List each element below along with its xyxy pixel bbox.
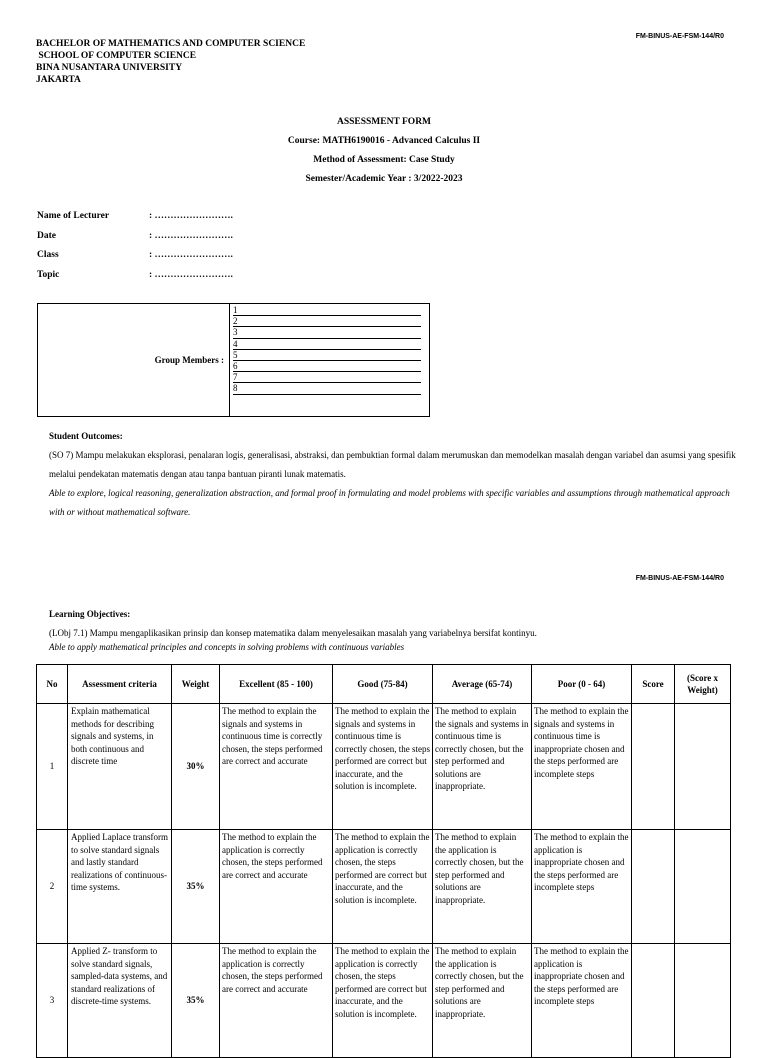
- institution-header: [36, 38, 305, 86]
- row-weighted-score[interactable]: [675, 704, 731, 830]
- row-score[interactable]: [632, 704, 675, 830]
- form-code: FM-BINUS-AE-FSM-144/R0: [635, 575, 724, 582]
- table-row: [37, 830, 731, 944]
- row-excellent: The method to explain the application is correctly chosen, the steps performed are correct and accurate: [220, 830, 333, 944]
- row-poor: The method to explain the signals and systems in continuous time is inappropriate chosen and the steps performed are incomplete steps: [532, 704, 632, 830]
- member-line: 3: [233, 327, 421, 338]
- group-members-box: [37, 303, 430, 417]
- row-good: The method to explain the signals and systems in continuous time is correctly chosen, the steps performed are correct but inaccurate, and the solution is incomplete.: [333, 704, 433, 830]
- table-row: [37, 944, 731, 1058]
- header-no: No: [37, 665, 68, 704]
- form-code: FM-BINUS-AE-FSM-144/R0: [635, 33, 724, 40]
- row-weight: 30%: [172, 704, 220, 830]
- info-row-lecturer: [37, 207, 233, 227]
- student-outcomes-heading: Student Outcomes:: [49, 431, 123, 441]
- row-average: The method to explain the signals and systems in continuous time is correctly chosen, but the step performed and solutions are inappropriate.: [433, 704, 532, 830]
- row-weight: 35%: [172, 830, 220, 944]
- row-criteria: Explain mathematical methods for describing signals and systems, in both continuous and discrete time: [68, 704, 172, 830]
- table-header-row: [37, 665, 731, 704]
- header-good: Good (75-84): [333, 665, 433, 704]
- info-value: : …………………….: [149, 269, 233, 280]
- learning-objectives-indonesian: (LObj 7.1) Mampu mengaplikasikan prinsip dan konsep matematika dalam menyelesaikan masalah yang variabelnya bersifat kontinyu.: [49, 628, 537, 638]
- semester: Semester/Academic Year : 3/2022-2023: [305, 174, 463, 184]
- row-no: 2: [37, 830, 68, 944]
- header-line: SCHOOL OF COMPUTER SCIENCE: [36, 51, 197, 61]
- row-average: The method to explain the application is correctly chosen, but the step performed and solutions are inappropriate.: [433, 944, 532, 1058]
- table-row: [37, 704, 731, 830]
- header-weight: Weight: [172, 665, 220, 704]
- header-line: BACHELOR OF MATHEMATICS AND COMPUTER SCIENCE: [36, 39, 306, 49]
- group-members-label: Group Members :: [38, 304, 230, 416]
- info-value: : …………………….: [149, 250, 233, 260]
- row-excellent: The method to explain the application is correctly chosen, the steps performed are correct and accurate: [220, 944, 333, 1058]
- info-label: Name of Lecturer: [37, 211, 110, 221]
- assessment-rubric-table: [36, 664, 731, 1058]
- info-label: Topic: [37, 269, 60, 280]
- member-line: 4: [233, 339, 421, 350]
- row-no: 3: [37, 944, 68, 1058]
- row-score[interactable]: [632, 830, 675, 944]
- info-value: : …………………….: [149, 211, 233, 221]
- learning-objectives-heading: Learning Objectives:: [49, 609, 131, 619]
- header-average: Average (65-74): [433, 665, 532, 704]
- info-label: Date: [37, 230, 56, 241]
- row-weight: 35%: [172, 944, 220, 1058]
- learning-objectives: [49, 607, 739, 654]
- member-line: 5: [233, 350, 421, 361]
- row-criteria: Applied Laplace transform to solve standard signals and lastly standard realizations of continuous-time systems.: [68, 830, 172, 944]
- info-fields: [37, 207, 233, 285]
- header-score-x-weight: (Score x Weight): [675, 665, 731, 704]
- info-row-class: [37, 246, 233, 266]
- header-score: Score: [632, 665, 675, 704]
- header-poor: Poor (0 - 64): [532, 665, 632, 704]
- student-outcomes-english: Able to explore, logical reasoning, generalization abstraction, and formal proof in formulating and model problems with specific variables and assumptions through mathematical approach with or without mathematical software.: [49, 488, 730, 517]
- row-average: The method to explain the application is correctly chosen, but the step performed and solutions are inappropriate.: [433, 830, 532, 944]
- header-line: JAKARTA: [36, 75, 81, 85]
- row-criteria: Applied Z- transform to solve standard signals, sampled-data systems, and standard realizations of discrete-time systems.: [68, 944, 172, 1058]
- row-poor: The method to explain the application is inappropriate chosen and the steps performed are incomplete steps: [532, 944, 632, 1058]
- info-row-date: [37, 227, 233, 247]
- form-title: ASSESSMENT FORM: [336, 117, 432, 127]
- info-value: : …………………….: [149, 230, 233, 241]
- row-poor: The method to explain the application is inappropriate chosen and the steps performed are incomplete steps: [532, 830, 632, 944]
- row-no: 1: [37, 704, 68, 830]
- header-line: BINA NUSANTARA UNIVERSITY: [36, 63, 183, 73]
- header-excellent: Excellent (85 - 100): [220, 665, 333, 704]
- row-weighted-score[interactable]: [675, 944, 731, 1058]
- form-titles: [0, 113, 768, 189]
- info-row-topic: [37, 266, 233, 286]
- learning-objectives-english: Able to apply mathematical principles and concepts in solving problems with continuous variables: [49, 642, 405, 652]
- member-line: 8: [233, 383, 421, 394]
- member-line: 2: [233, 316, 421, 327]
- student-outcomes: [49, 427, 739, 522]
- member-line: 7: [233, 372, 421, 383]
- info-label: Class: [37, 250, 59, 260]
- row-good: The method to explain the application is correctly chosen, the steps performed are correct but inaccurate, and the solution is incomplete.: [333, 944, 433, 1058]
- member-line: 1: [233, 305, 421, 316]
- student-outcomes-indonesian: (SO 7) Mampu melakukan eksplorasi, penalaran logis, generalisasi, abstraksi, dan pembuktian formal dalam merumuskan dan memodelkan masalah dengan variabel dan asumsi yang spesifik melalui pendekatan matematis dengan atau tanpa bantuan piranti lunak matematis.: [49, 450, 736, 479]
- row-score[interactable]: [632, 944, 675, 1058]
- assessment-method: Method of Assessment: Case Study: [313, 155, 455, 165]
- group-members-list: [230, 304, 429, 416]
- row-weighted-score[interactable]: [675, 830, 731, 944]
- member-line: 6: [233, 361, 421, 372]
- row-excellent: The method to explain the signals and systems in continuous time is correctly chosen, the steps performed are correct and accurate: [220, 704, 333, 830]
- row-good: The method to explain the application is correctly chosen, the steps performed are correct but inaccurate, and the solution is incomplete.: [333, 830, 433, 944]
- course-title: Course: MATH6190016 - Advanced Calculus II: [287, 136, 481, 146]
- header-criteria: Assessment criteria: [68, 665, 172, 704]
